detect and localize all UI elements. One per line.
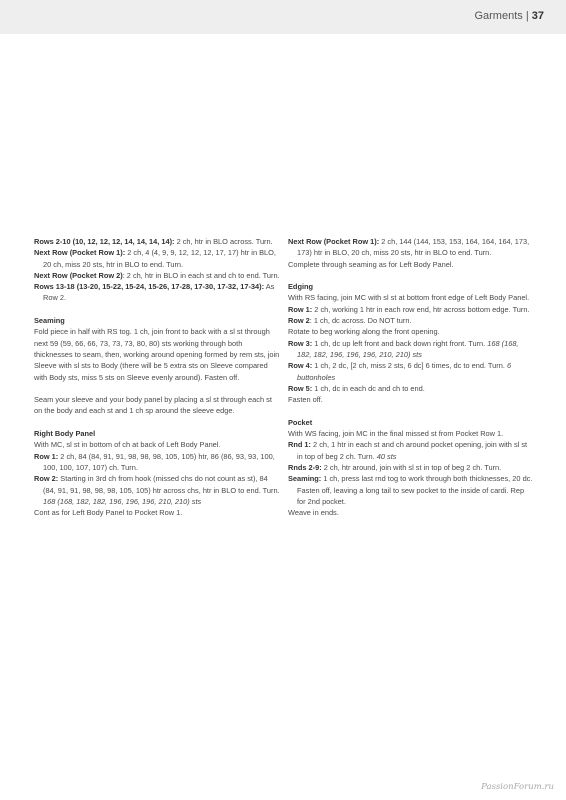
pattern-row: Rnds 2-9: 2 ch, htr around, join with sl st in top of beg 2 ch. Turn. — [288, 462, 502, 472]
pattern-row: Rows 13-18 (13-20, 15-22, 15-24, 15-26, 17-28, 17-30, 17-32, 17-34): As Row 2. — [34, 282, 275, 303]
section-title: Garments — [474, 10, 523, 22]
left-column — [34, 236, 280, 518]
pattern-row: Row 3: 1 ch, dc up left front and back down right front. Turn. 168 (168, 182, 182, 196, 196, 196, 210, 210) sts — [288, 338, 519, 359]
instruction-text: Rotate to beg working along the front opening. — [288, 327, 440, 337]
pattern-row: Row 2: Starting in 3rd ch from hook (missed chs do not count as st), 84 (84, 91, 91, 98, 98, 98, 105, 105) htr across chs, htr in BLO to end. Turn. 168 (168, 182, 182, 196, 196, 196, 210, 210) sts — [34, 474, 280, 506]
right-column — [288, 236, 534, 518]
seaming-paragraph: Fold piece in half with RS tog. 1 ch, join front to back with a sl st through next 59 (59, 66, 66, 73, 73, 73, 80, 80) sts working through both thicknesses to seam, then, working around opening formed by rem sts, join Sleeve with sl sts to Body (there will be 5 extra sts on Sleeve compared with Body sts, miss 5 sts on Sleeve evenly around). Fasten off. — [34, 327, 280, 382]
section-heading-seaming: Seaming — [34, 316, 65, 326]
header-separator: | — [525, 10, 529, 22]
pattern-row: Next Row (Pocket Row 1): 2 ch, 4 (4, 9, 9, 12, 12, 12, 17, 17) htr in BLO, 20 ch, miss 20 sts, htr in BLO to end. Turn. — [34, 248, 276, 269]
pattern-row: Row 1: 2 ch, 84 (84, 91, 91, 98, 98, 98, 105, 105) htr, 86 (86, 93, 93, 100, 100, 100, 107, 107) ch. Turn. — [34, 451, 275, 472]
pattern-row: Rnd 1: 2 ch, 1 htr in each st and ch around pocket opening, join with sl st in top of beg 2 ch. Turn. 40 sts — [288, 440, 528, 461]
instruction-text: Fasten off. — [288, 395, 323, 405]
pattern-row: Row 5: 1 ch, dc in each dc and ch to end. — [288, 383, 425, 393]
pattern-row: Next Row (Pocket Row 2): 2 ch, htr in BLO in each st and ch to end. Turn. — [34, 270, 280, 280]
watermark[interactable]: PassionForum.ru — [481, 782, 554, 792]
page-number: 37 — [531, 10, 544, 22]
instruction-text: Weave in ends. — [288, 508, 339, 518]
pattern-row: Row 1: 2 ch, working 1 htr in each row end, htr across bottom edge. Turn. — [288, 304, 530, 314]
pattern-row: Next Row (Pocket Row 1): 2 ch, 144 (144, 153, 153, 164, 164, 164, 173, 173) htr in BLO, 20 ch, miss 20 sts, htr in BLO to end. Turn. — [288, 237, 530, 258]
seam-note: Seam your sleeve and your body panel by placing a sl st through each st on the body and each st and 1 ch sp around the sleeve edge. — [34, 395, 272, 416]
instruction-text: Complete through seaming as for Left Body Panel. — [288, 259, 454, 269]
section-heading-edging: Edging — [288, 282, 314, 292]
running-header — [474, 10, 544, 22]
pattern-row: Row 2: 1 ch, dc across. Do NOT turn. — [288, 316, 412, 326]
instruction-text: Cont as for Left Body Panel to Pocket Row 1. — [34, 508, 183, 518]
instruction-text: With WS facing, join MC in the final missed st from Pocket Row 1. — [288, 429, 504, 439]
section-heading-right-body-panel: Right Body Panel — [34, 429, 96, 439]
pattern-row: Row 4: 1 ch, 2 dc, [2 ch, miss 2 sts, 6 dc] 6 times, dc to end. Turn. 6 buttonholes — [288, 361, 512, 382]
instruction-text: With RS facing, join MC with sl st at bottom front edge of Left Body Panel. — [288, 293, 530, 303]
pattern-row: Rows 2-10 (10, 12, 12, 12, 14, 14, 14, 14): 2 ch, htr in BLO across. Turn. — [34, 237, 273, 246]
instruction-text: With MC, sl st in bottom of ch at back of Left Body Panel. — [34, 440, 221, 450]
section-heading-pocket: Pocket — [288, 417, 313, 427]
pattern-row: Seaming: 1 ch, press last rnd tog to work through both thicknesses, 20 dc. Fasten off, leaving a long tail to sew pocket to the inside of cardi. Rep for 2nd pocket. — [288, 474, 533, 506]
